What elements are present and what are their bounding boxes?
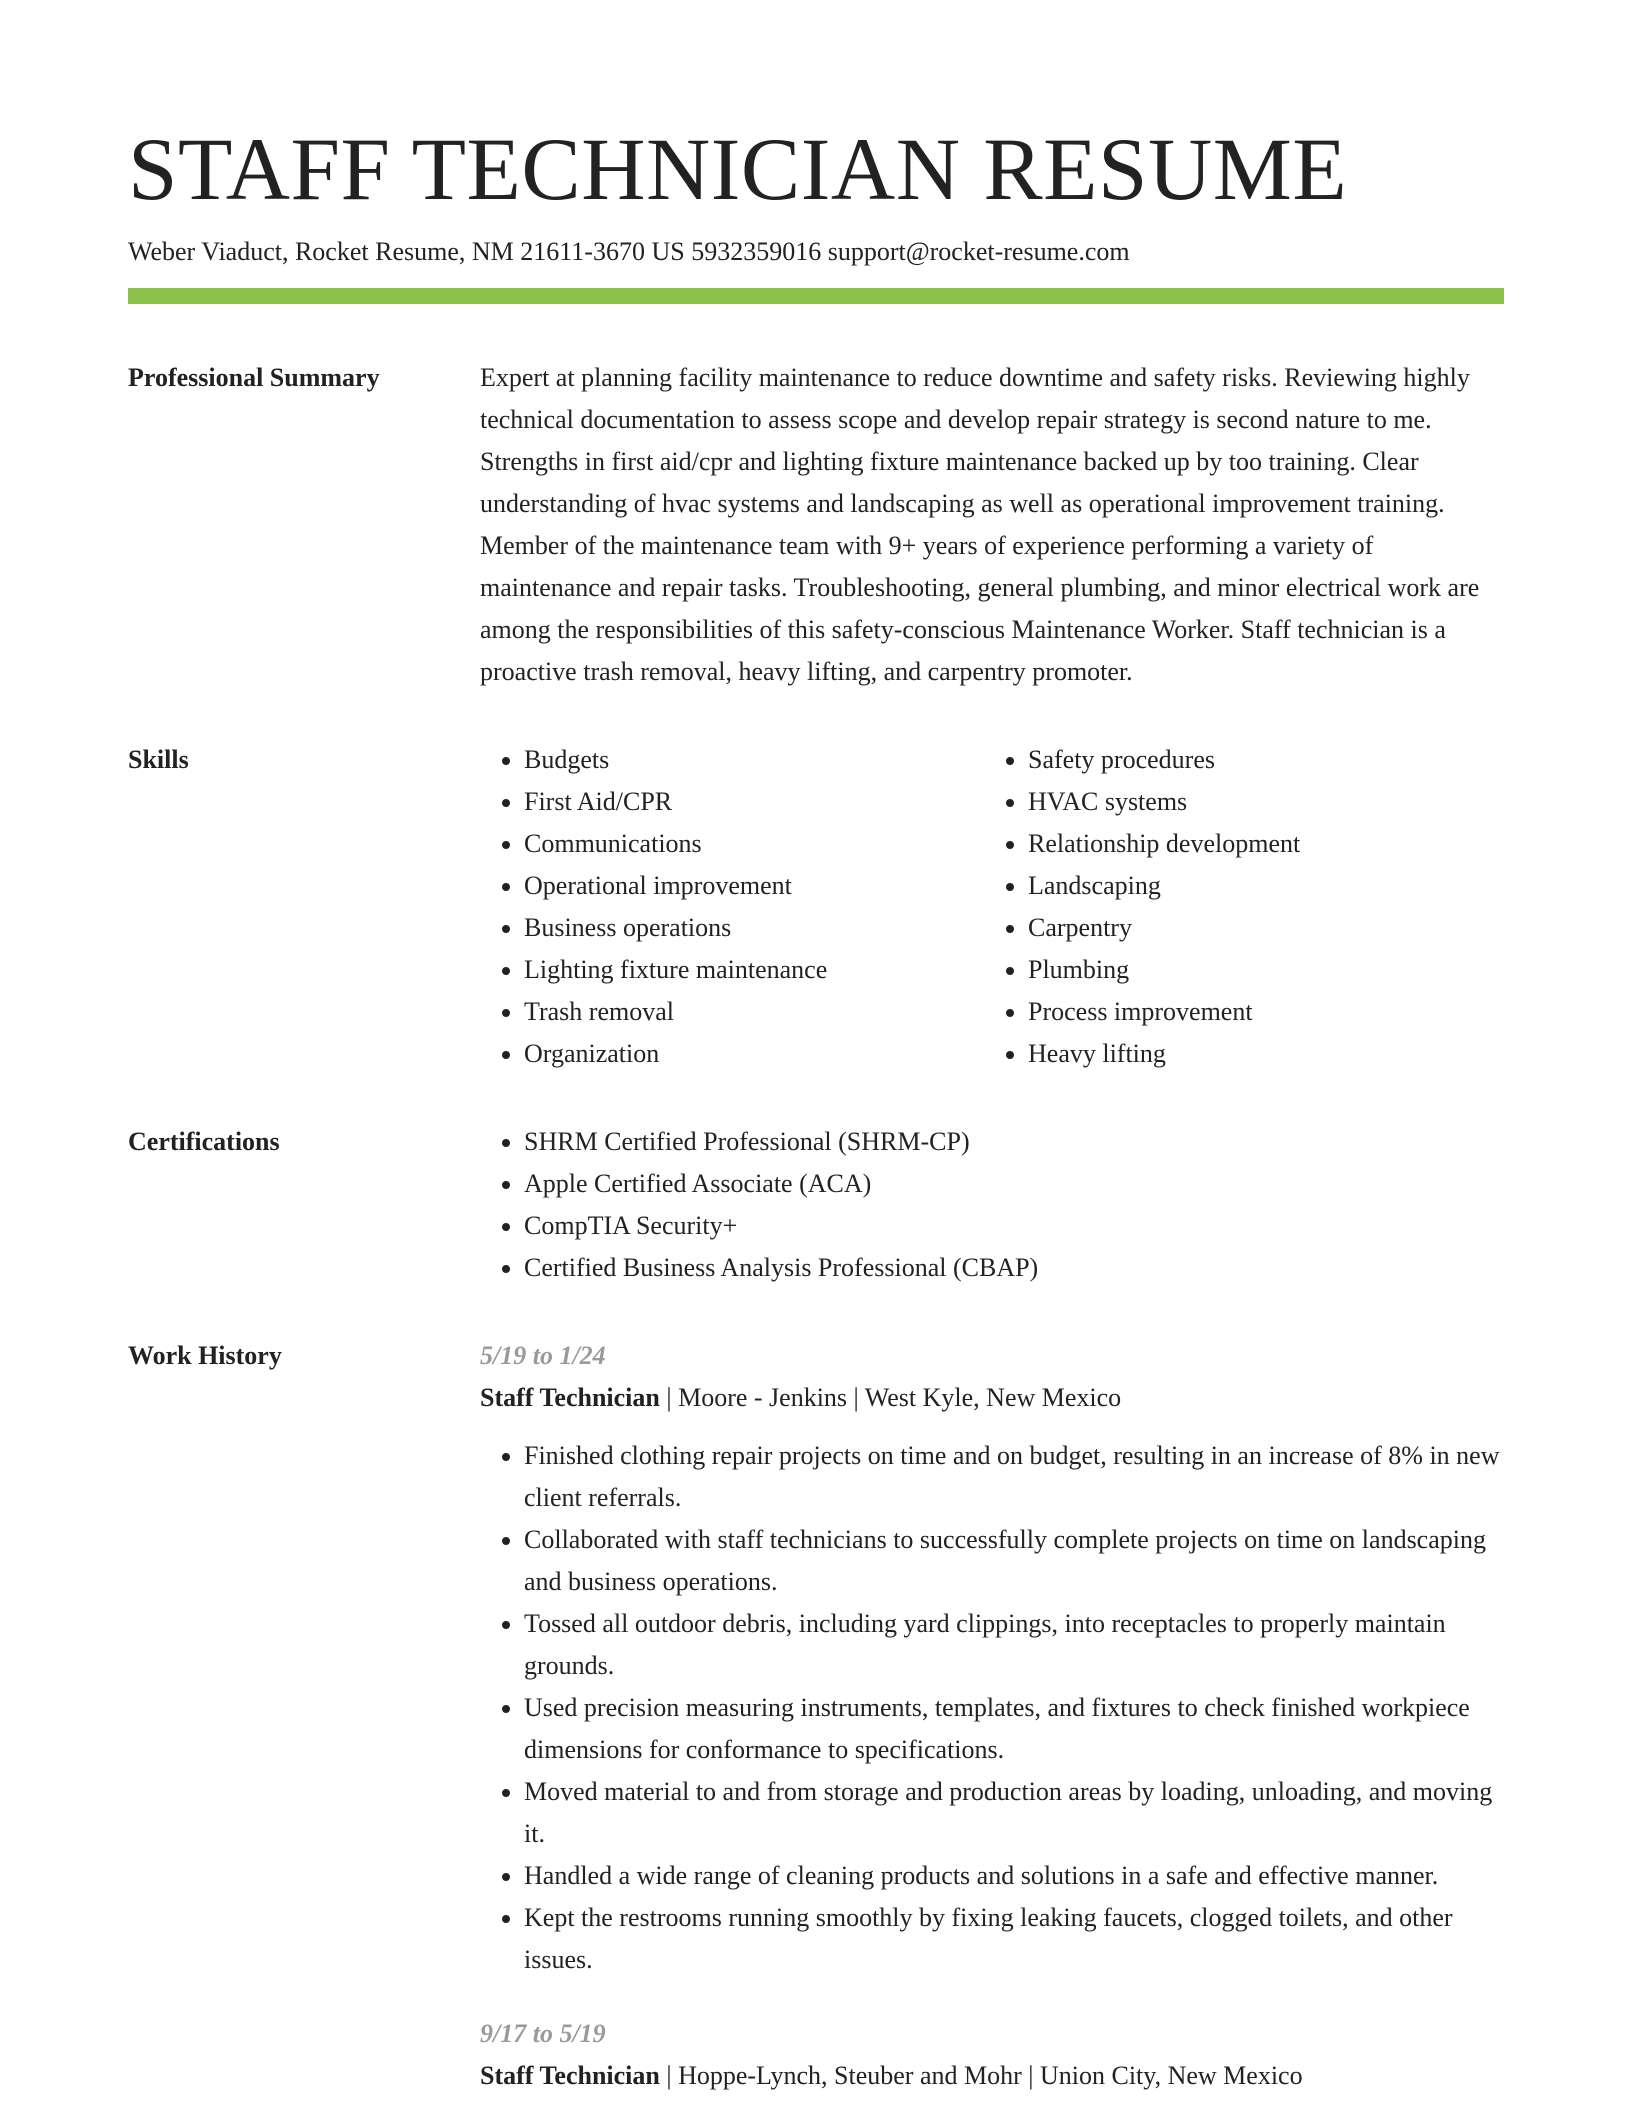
job-heading [480,2055,1504,2097]
job-bullet: • Moved material to and from storage and production areas by loading, unloading, and moving it. [524,1771,1504,1855]
work-history-section [128,1335,1504,2097]
work-history-content [480,1335,1504,2097]
skill-item: • Budgets [524,739,984,781]
job-title: Staff Technician [480,2061,660,2090]
skills-list-right [984,739,1488,1075]
section-label-certifications: Certifications [128,1127,280,1156]
certifications-list [480,1121,1504,1289]
skill-item: • First Aid/CPR [524,781,984,823]
skill-item: • Process improvement [1028,991,1488,1033]
section-label-work-history: Work History [128,1341,282,1370]
job-bullet: • Tossed all outdoor debris, including yard clippings, into receptacles to properly maintain grounds. [524,1603,1504,1687]
resume-title: STAFF TECHNICIAN RESUME [128,121,1348,219]
skills-column-left [480,739,984,1075]
job-bullet: • Finished clothing repair projects on time and on budget, resulting in an increase of 8% in new client referrals. [524,1435,1504,1519]
skills-list-left [480,739,984,1075]
skill-item: • Safety procedures [1028,739,1488,781]
skills-section [128,739,1504,1075]
certification-item: • Apple Certified Associate (ACA) [524,1163,1504,1205]
skill-item: • Trash removal [524,991,984,1033]
accent-divider [128,288,1504,304]
skill-item: • HVAC systems [1028,781,1488,823]
certification-item: • SHRM Certified Professional (SHRM-CP) [524,1121,1504,1163]
certifications-section [128,1121,1504,1289]
contact-line: Weber Viaduct, Rocket Resume, NM 21611-3670 US 5932359016 support@rocket-resume.com [128,237,1130,266]
resume-page [128,0,1504,2097]
job-bullet: • Used precision measuring instruments, templates, and fixtures to check finished workpiece dimensions for conformance to specifications. [524,1687,1504,1771]
summary-section [128,357,1504,693]
job-entry [480,2013,1504,2097]
skill-item: • Communications [524,823,984,865]
certification-item: • CompTIA Security+ [524,1205,1504,1247]
job-bullet: • Kept the restrooms running smoothly by fixing leaking faucets, clogged toilets, and other issues. [524,1897,1504,1981]
summary-text: Expert at planning facility maintenance to reduce downtime and safety risks. Reviewing highly technical documentation to assess scope and develop repair strategy is second nature to me. Strengths in first aid/cpr and lighting fixture maintenance backed up by too training. Clear understanding of hvac systems and landscaping as well as operational improvement training. Member of the maintenance team with 9+ years of experience performing a variety of maintenance and repair tasks. Troubleshooting, general plumbing, and minor electrical work are among the responsibilities of this safety-conscious Maintenance Worker. Staff technician is a proactive trash removal, heavy lifting, and carpentry promoter. [480,363,1480,686]
job-dates: 5/19 to 1/24 [480,1341,606,1370]
job-details: | Hoppe-Lynch, Steuber and Mohr | Union City, New Mexico [659,2061,1303,2090]
skill-item: • Relationship development [1028,823,1488,865]
skill-item: • Carpentry [1028,907,1488,949]
job-bullet: • Collaborated with staff technicians to successfully complete projects on time on landscaping and business operations. [524,1519,1504,1603]
skill-item: • Plumbing [1028,949,1488,991]
job-dates: 9/17 to 5/19 [480,2019,606,2048]
skill-item: • Landscaping [1028,865,1488,907]
skill-item: • Operational improvement [524,865,984,907]
section-label-summary: Professional Summary [128,363,380,392]
skills-column-right [984,739,1488,1075]
skills-grid [480,739,1504,1075]
certifications-content [480,1121,1504,1289]
job-heading [480,1377,1504,1419]
job-bullets [480,1435,1504,1981]
section-label-skills: Skills [128,745,189,774]
skill-item: • Organization [524,1033,984,1075]
job-entry [480,1335,1504,1981]
job-bullet: • Handled a wide range of cleaning products and solutions in a safe and effective manner. [524,1855,1504,1897]
skill-item: • Lighting fixture maintenance [524,949,984,991]
skill-item: • Heavy lifting [1028,1033,1488,1075]
certification-item: • Certified Business Analysis Professional (CBAP) [524,1247,1504,1289]
summary-content [480,357,1504,693]
skill-item: • Business operations [524,907,984,949]
job-title: Staff Technician [480,1383,660,1412]
job-details: | Moore - Jenkins | West Kyle, New Mexico [659,1383,1122,1412]
